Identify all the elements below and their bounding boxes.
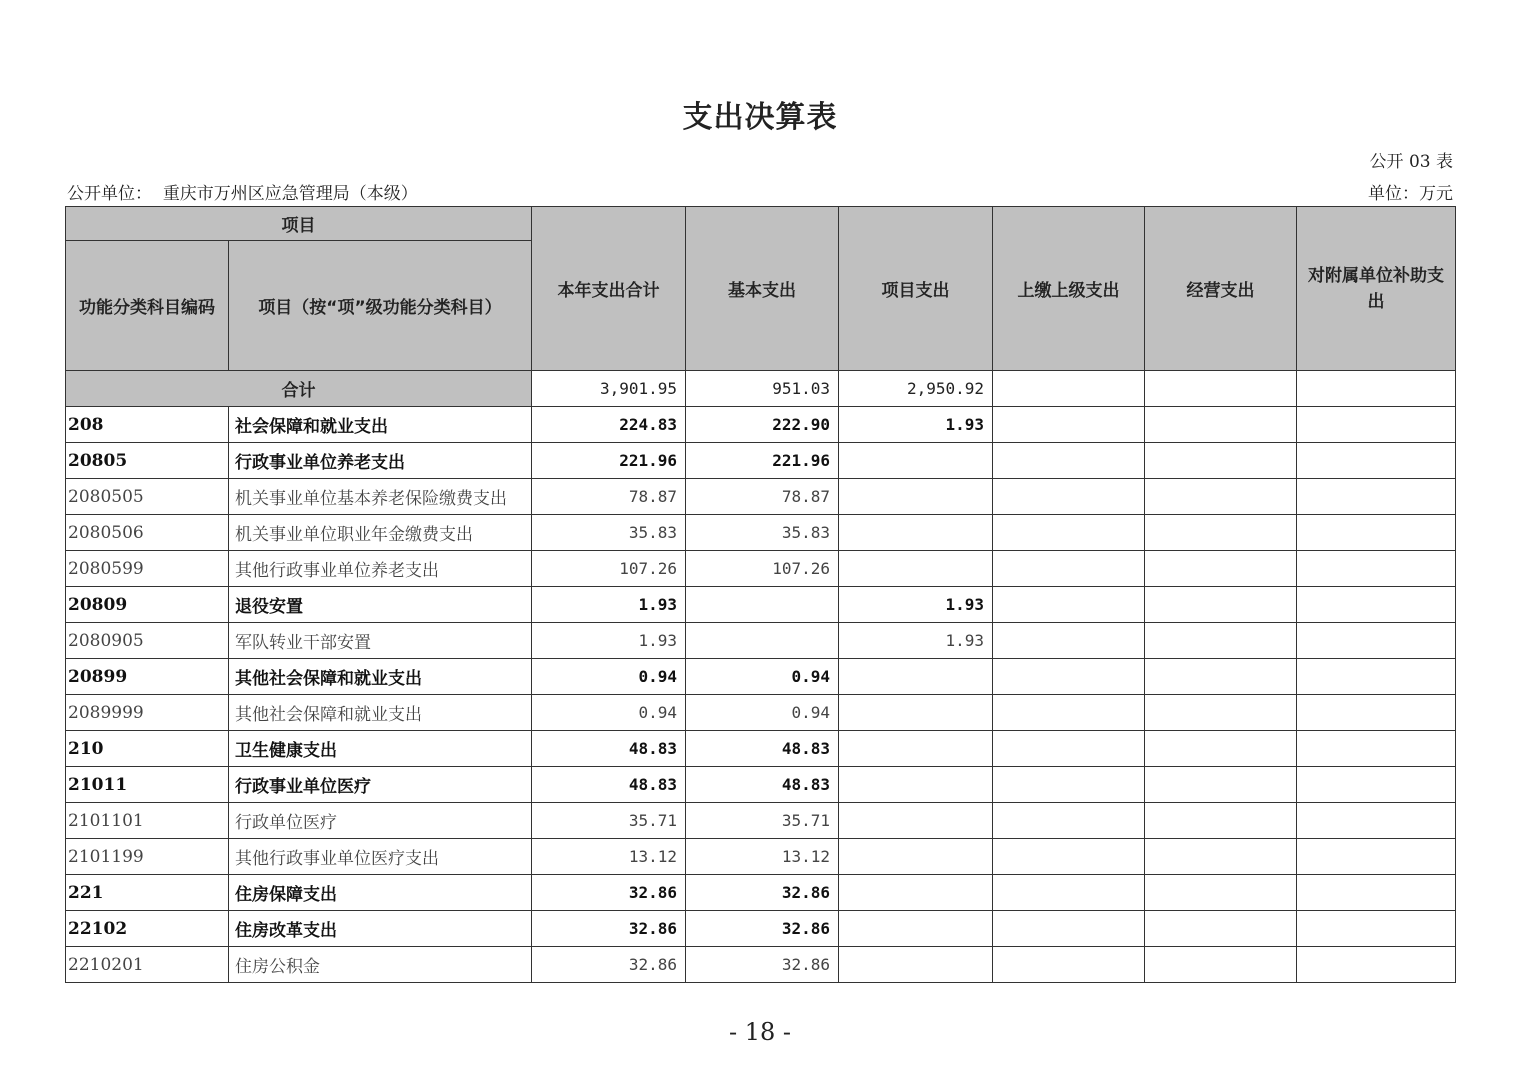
table-row	[66, 731, 1456, 767]
expenditure-table	[65, 206, 1456, 983]
row-business	[1145, 875, 1297, 911]
table-row	[66, 695, 1456, 731]
row-name: 机关事业单位基本养老保险缴费支出	[229, 479, 532, 515]
row-project-expense	[839, 443, 993, 479]
row-subsidy	[1297, 551, 1456, 587]
row-name: 行政事业单位养老支出	[229, 443, 532, 479]
row-business	[1145, 443, 1297, 479]
table-row	[66, 515, 1456, 551]
row-business	[1145, 407, 1297, 443]
row-project-expense	[839, 875, 993, 911]
row-name: 住房改革支出	[229, 911, 532, 947]
row-total: 107.26	[532, 551, 686, 587]
row-business	[1145, 551, 1297, 587]
row-upper	[993, 479, 1145, 515]
row-subsidy	[1297, 767, 1456, 803]
row-project-expense	[839, 947, 993, 983]
row-total: 0.94	[532, 659, 686, 695]
row-code: 22102	[66, 911, 229, 947]
table-row	[66, 911, 1456, 947]
total-basic: 951.03	[686, 371, 839, 407]
row-total: 224.83	[532, 407, 686, 443]
row-basic: 222.90	[686, 407, 839, 443]
row-code: 2080505	[66, 479, 229, 515]
table-row	[66, 767, 1456, 803]
page-title: 支出决算表	[682, 100, 838, 135]
row-basic: 221.96	[686, 443, 839, 479]
row-upper	[993, 875, 1145, 911]
row-total: 78.87	[532, 479, 686, 515]
row-business	[1145, 623, 1297, 659]
header-total: 本年支出合计	[532, 207, 686, 371]
row-code: 21011	[66, 767, 229, 803]
row-code: 2101199	[66, 839, 229, 875]
row-basic: 78.87	[686, 479, 839, 515]
row-project-expense: 1.93	[839, 587, 993, 623]
row-code: 2080506	[66, 515, 229, 551]
row-upper	[993, 839, 1145, 875]
row-basic: 48.83	[686, 731, 839, 767]
header-code: 功能分类科目编码	[66, 241, 229, 371]
row-upper	[993, 659, 1145, 695]
unit-info	[67, 179, 418, 204]
row-upper	[993, 587, 1145, 623]
row-subsidy	[1297, 659, 1456, 695]
form-number: 公开 03 表	[1369, 152, 1453, 172]
total-label: 合计	[66, 371, 532, 407]
row-upper	[993, 623, 1145, 659]
row-basic: 32.86	[686, 911, 839, 947]
header-basic: 基本支出	[686, 207, 839, 371]
row-code: 2080905	[66, 623, 229, 659]
row-subsidy	[1297, 947, 1456, 983]
row-total: 1.93	[532, 623, 686, 659]
row-total: 35.83	[532, 515, 686, 551]
row-business	[1145, 803, 1297, 839]
row-basic: 35.71	[686, 803, 839, 839]
row-project-expense	[839, 767, 993, 803]
row-code: 20805	[66, 443, 229, 479]
row-code: 221	[66, 875, 229, 911]
row-subsidy	[1297, 443, 1456, 479]
row-project-expense	[839, 695, 993, 731]
total-upper	[993, 371, 1145, 407]
row-subsidy	[1297, 587, 1456, 623]
row-total: 32.86	[532, 911, 686, 947]
table-row	[66, 875, 1456, 911]
row-upper	[993, 551, 1145, 587]
row-name: 其他行政事业单位医疗支出	[229, 839, 532, 875]
row-subsidy	[1297, 731, 1456, 767]
header-project: 项目	[66, 207, 532, 241]
row-subsidy	[1297, 407, 1456, 443]
row-subsidy	[1297, 911, 1456, 947]
table-row	[66, 443, 1456, 479]
row-upper	[993, 407, 1145, 443]
row-subsidy	[1297, 803, 1456, 839]
row-basic: 107.26	[686, 551, 839, 587]
header-business: 经营支出	[1145, 207, 1297, 371]
currency-unit: 单位：万元	[1368, 184, 1453, 204]
row-business	[1145, 839, 1297, 875]
table-row	[66, 839, 1456, 875]
row-code: 20899	[66, 659, 229, 695]
row-upper	[993, 731, 1145, 767]
row-name: 社会保障和就业支出	[229, 407, 532, 443]
row-project-expense	[839, 515, 993, 551]
row-name: 机关事业单位职业年金缴费支出	[229, 515, 532, 551]
row-total: 0.94	[532, 695, 686, 731]
row-code: 208	[66, 407, 229, 443]
row-code: 2101101	[66, 803, 229, 839]
header-subsidy: 对附属单位补助支出	[1297, 207, 1456, 371]
row-total: 35.71	[532, 803, 686, 839]
total-amount: 3,901.95	[532, 371, 686, 407]
row-project-expense	[839, 659, 993, 695]
row-business	[1145, 911, 1297, 947]
row-basic: 32.86	[686, 947, 839, 983]
header-project-expense: 项目支出	[839, 207, 993, 371]
row-basic: 32.86	[686, 875, 839, 911]
row-total: 32.86	[532, 947, 686, 983]
row-code: 2080599	[66, 551, 229, 587]
row-code: 210	[66, 731, 229, 767]
row-business	[1145, 479, 1297, 515]
row-subsidy	[1297, 515, 1456, 551]
row-basic: 13.12	[686, 839, 839, 875]
total-project-expense: 2,950.92	[839, 371, 993, 407]
row-upper	[993, 767, 1145, 803]
row-subsidy	[1297, 695, 1456, 731]
row-project-expense	[839, 731, 993, 767]
row-name: 行政单位医疗	[229, 803, 532, 839]
total-row	[66, 371, 1456, 407]
row-subsidy	[1297, 479, 1456, 515]
row-total: 32.86	[532, 875, 686, 911]
row-total: 48.83	[532, 767, 686, 803]
row-total: 1.93	[532, 587, 686, 623]
row-project-expense: 1.93	[839, 623, 993, 659]
row-project-expense	[839, 479, 993, 515]
header-name: 项目（按“项”级功能分类科目）	[229, 241, 532, 371]
row-business	[1145, 767, 1297, 803]
table-row	[66, 587, 1456, 623]
row-basic: 48.83	[686, 767, 839, 803]
row-total: 13.12	[532, 839, 686, 875]
total-business	[1145, 371, 1297, 407]
row-name: 其他行政事业单位养老支出	[229, 551, 532, 587]
row-upper	[993, 515, 1145, 551]
table-row	[66, 659, 1456, 695]
row-project-expense: 1.93	[839, 407, 993, 443]
row-project-expense	[839, 803, 993, 839]
table-row	[66, 551, 1456, 587]
row-basic	[686, 623, 839, 659]
row-business	[1145, 947, 1297, 983]
row-business	[1145, 659, 1297, 695]
table-row	[66, 803, 1456, 839]
row-name: 退役安置	[229, 587, 532, 623]
row-total: 48.83	[532, 731, 686, 767]
row-subsidy	[1297, 839, 1456, 875]
unit-label: 公开单位：	[67, 184, 152, 204]
row-name: 行政事业单位医疗	[229, 767, 532, 803]
row-name: 卫生健康支出	[229, 731, 532, 767]
row-name: 住房公积金	[229, 947, 532, 983]
row-business	[1145, 695, 1297, 731]
row-subsidy	[1297, 623, 1456, 659]
table-row	[66, 479, 1456, 515]
row-upper	[993, 443, 1145, 479]
row-business	[1145, 731, 1297, 767]
row-upper	[993, 803, 1145, 839]
row-project-expense	[839, 911, 993, 947]
row-name: 其他社会保障和就业支出	[229, 695, 532, 731]
row-subsidy	[1297, 875, 1456, 911]
row-name: 住房保障支出	[229, 875, 532, 911]
table-row	[66, 947, 1456, 983]
row-name: 其他社会保障和就业支出	[229, 659, 532, 695]
row-project-expense	[839, 839, 993, 875]
unit-name: 重庆市万州区应急管理局（本级）	[162, 184, 418, 204]
row-code: 20809	[66, 587, 229, 623]
total-subsidy	[1297, 371, 1456, 407]
page-number: - 18 -	[728, 1018, 791, 1046]
row-basic	[686, 587, 839, 623]
row-upper	[993, 947, 1145, 983]
row-upper	[993, 911, 1145, 947]
row-basic: 0.94	[686, 695, 839, 731]
row-upper	[993, 695, 1145, 731]
header-upper: 上缴上级支出	[993, 207, 1145, 371]
row-basic: 35.83	[686, 515, 839, 551]
table-row	[66, 623, 1456, 659]
row-business	[1145, 587, 1297, 623]
row-business	[1145, 515, 1297, 551]
table-row	[66, 407, 1456, 443]
row-name: 军队转业干部安置	[229, 623, 532, 659]
row-project-expense	[839, 551, 993, 587]
row-code: 2089999	[66, 695, 229, 731]
row-basic: 0.94	[686, 659, 839, 695]
row-code: 2210201	[66, 947, 229, 983]
row-total: 221.96	[532, 443, 686, 479]
